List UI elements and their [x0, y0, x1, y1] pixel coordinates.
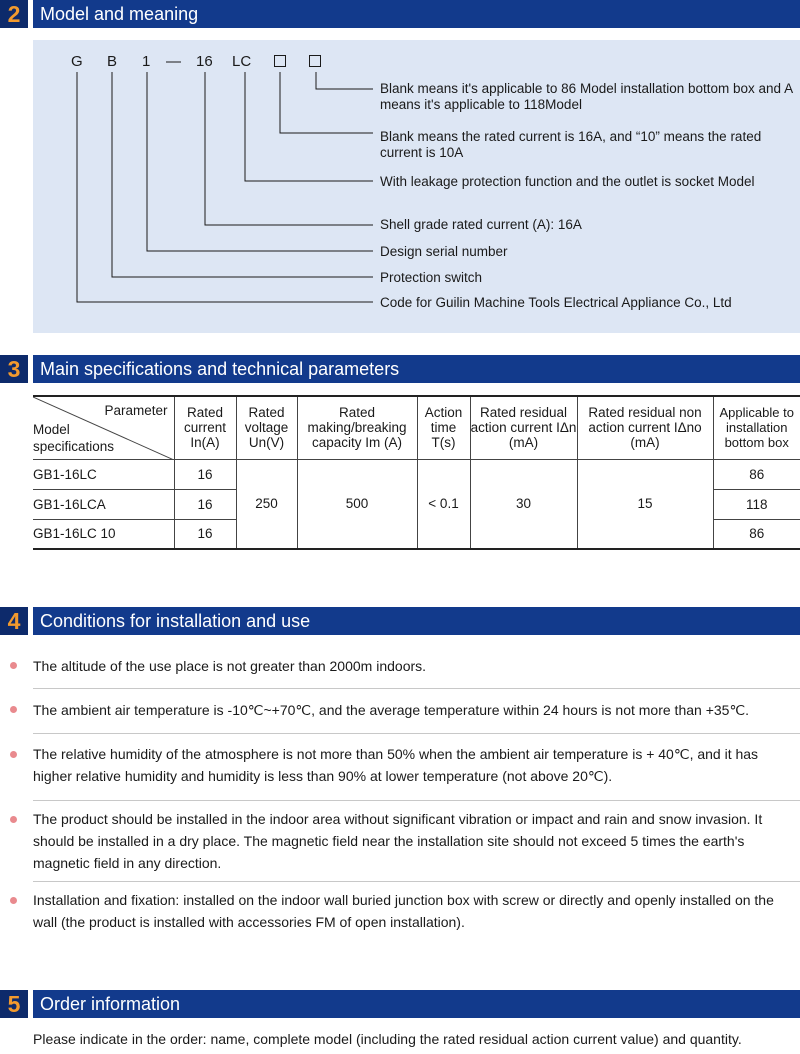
- header-diagonal-cell: [33, 396, 174, 459]
- cell-bottom-box: 86: [713, 519, 800, 549]
- header-parameter: Parameter: [104, 403, 168, 418]
- divider: [33, 733, 800, 734]
- model-desc-leakage: With leakage protection function and the outlet is socket Model: [380, 174, 755, 189]
- condition-item: Installation and fixation: installed on the indoor wall buried junction box with screw or directly and openly installed on the wall (the product is installed with accessories FM of open installation).: [33, 892, 774, 930]
- section-number: 4: [0, 607, 28, 635]
- col-header-voltage: Rated voltage Un(V): [236, 396, 297, 459]
- cell-action-time: < 0.1: [417, 459, 470, 549]
- model-desc-serial: Design serial number: [380, 244, 508, 259]
- cell-current: 16: [174, 489, 236, 519]
- divider: [33, 688, 800, 689]
- col-header-current: Rated current In(A): [174, 396, 236, 459]
- model-desc-rated-current: Blank means the rated current is 16A, and “10” means the rated current is 10A: [380, 129, 762, 160]
- model-blank-box: [274, 55, 286, 67]
- section-title: Main specifications and technical parameters: [40, 359, 400, 379]
- model-char-dash: —: [166, 53, 181, 70]
- model-desc-code: Code for Guilin Machine Tools Electrical Appliance Co., Ltd: [380, 295, 732, 310]
- section-number: 2: [0, 0, 28, 28]
- divider: [33, 881, 800, 882]
- header-model-spec: Model specifications: [33, 422, 115, 454]
- section-header-conditions: [0, 607, 800, 635]
- cell-voltage: 250: [236, 459, 297, 549]
- cell-capacity: 500: [297, 459, 417, 549]
- col-header-capacity: Rated making/breaking capacity Im (A): [297, 396, 417, 459]
- cell-current: 16: [174, 459, 236, 489]
- section-number: 5: [0, 990, 28, 1018]
- spec-table: [33, 395, 800, 550]
- bullet-icon: [10, 706, 17, 713]
- table-row: [33, 459, 800, 489]
- model-blank-box: [309, 55, 321, 67]
- model-desc-shell-grade: Shell grade rated current (A): 16A: [380, 217, 582, 232]
- cell-residual-current: 30: [470, 459, 577, 549]
- model-desc-install-box: Blank means it's applicable to 86 Model installation bottom box and A means it's applicable to 118Model: [380, 81, 793, 112]
- section-header-specs: [0, 355, 800, 383]
- cell-model: GB1-16LC 10: [33, 519, 174, 549]
- cell-current: 16: [174, 519, 236, 549]
- section-header-model: [0, 0, 800, 28]
- model-char-lc: LC: [232, 53, 252, 70]
- section-number: 3: [0, 355, 28, 383]
- model-char-b: B: [107, 53, 118, 70]
- bullet-icon: [10, 751, 17, 758]
- condition-item: The relative humidity of the atmosphere is not more than 50% when the ambient air temperature is + 40℃, and it has higher relative humidity and humidity is less than 90% at lower temperature (not above 20℃).: [33, 746, 759, 784]
- model-char-1: 1: [142, 53, 151, 70]
- col-header-residual-current: Rated residual action current IΔn (mA): [470, 396, 577, 459]
- condition-item: The altitude of the use place is not greater than 2000m indoors.: [33, 658, 427, 674]
- section-title: Conditions for installation and use: [40, 611, 311, 631]
- model-char-g: G: [71, 53, 83, 70]
- cell-non-action-current: 15: [577, 459, 713, 549]
- bullet-icon: [10, 816, 17, 823]
- model-char-16: 16: [196, 53, 213, 70]
- cell-model: GB1-16LC: [33, 459, 174, 489]
- order-instructions: Please indicate in the order: name, complete model (including the rated residual action current value) and quantity.: [33, 1031, 742, 1047]
- section-title: Model and meaning: [40, 4, 199, 24]
- cell-model: GB1-16LCA: [33, 489, 174, 519]
- col-header-action-time: Action time T(s): [417, 396, 470, 459]
- col-header-non-action-current: Rated residual non action current IΔno (mA): [577, 396, 713, 459]
- model-desc-protection: Protection switch: [380, 270, 483, 285]
- cell-bottom-box: 118: [713, 489, 800, 519]
- condition-item: The ambient air temperature is -10℃~+70℃, and the average temperature within 24 hours is not more than +35℃.: [33, 702, 750, 718]
- divider: [33, 800, 800, 801]
- condition-item: The product should be installed in the indoor area without significant vibration or impact and rain and snow invasion. It should be installed in a dry place. The magnetic field near the installation site should not exceed 5 times the earth's magnetic field in any direction.: [33, 811, 763, 871]
- cell-bottom-box: 86: [713, 459, 800, 489]
- bullet-icon: [10, 662, 17, 669]
- model-diagram: [33, 40, 800, 333]
- col-header-bottom-box: Applicable to installation bottom box: [713, 396, 800, 459]
- bullet-icon: [10, 897, 17, 904]
- section-title: Order information: [40, 994, 181, 1014]
- section-header-order: [0, 990, 800, 1018]
